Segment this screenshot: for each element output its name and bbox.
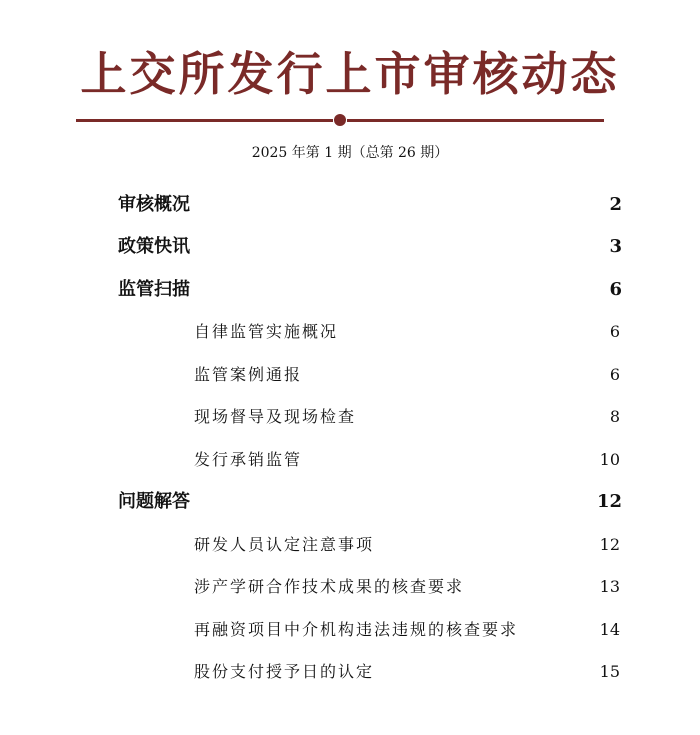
toc-entry-page: 6 — [609, 279, 622, 300]
toc-entry[interactable] — [194, 659, 620, 685]
toc-entry[interactable] — [118, 234, 622, 260]
toc-entry-title: 问题解答 — [118, 491, 190, 512]
toc-entry[interactable] — [194, 617, 620, 643]
toc-entry[interactable] — [194, 447, 620, 473]
toc-entry[interactable] — [194, 404, 620, 430]
toc-entry-title: 监管扫描 — [118, 279, 190, 300]
toc-entry-page: 2 — [609, 194, 622, 215]
toc-entry[interactable] — [194, 362, 620, 388]
issue-number: 2025 年第 1 期（总第 26 期） — [251, 145, 449, 161]
masthead-dot — [334, 114, 346, 126]
toc-entry-title: 自律监管实施概况 — [194, 322, 339, 341]
toc-entry-title: 研发人员认定注意事项 — [194, 535, 375, 554]
toc-entry[interactable] — [194, 319, 620, 345]
toc-entry-title: 现场督导及现场检查 — [194, 407, 357, 426]
toc-entry-title: 股份支付授予日的认定 — [194, 662, 375, 681]
toc-entry-page: 12 — [599, 535, 620, 554]
toc-entry-page: 3 — [609, 236, 622, 257]
toc-entry-page: 13 — [599, 577, 620, 596]
toc-entry[interactable] — [118, 192, 622, 218]
toc-entry-page: 12 — [596, 491, 622, 512]
toc-entry-page: 8 — [609, 407, 620, 426]
toc-entry-title: 监管案例通报 — [194, 365, 303, 384]
masthead-title: 上交所发行上市审核动态 — [80, 47, 620, 101]
masthead-rule-left — [76, 119, 333, 122]
toc-entry-title: 再融资项目中介机构违法违规的核查要求 — [194, 620, 519, 639]
masthead-rule-right — [347, 119, 604, 122]
toc-entry-page: 14 — [599, 620, 620, 639]
toc-entry-page: 6 — [609, 365, 620, 384]
toc-entry-page: 6 — [609, 322, 620, 341]
toc-entry-page: 10 — [599, 450, 620, 469]
toc-entry-title: 发行承销监管 — [194, 450, 303, 469]
toc-entry-title: 政策快讯 — [118, 236, 190, 257]
toc-entry-title: 涉产学研合作技术成果的核查要求 — [194, 577, 465, 596]
toc-entry-page: 15 — [599, 662, 620, 681]
toc-entry-title: 审核概况 — [118, 194, 190, 215]
toc-entry[interactable] — [118, 489, 622, 515]
toc-entry[interactable] — [194, 574, 620, 600]
toc-entry[interactable] — [194, 532, 620, 558]
toc-entry[interactable] — [118, 277, 622, 303]
